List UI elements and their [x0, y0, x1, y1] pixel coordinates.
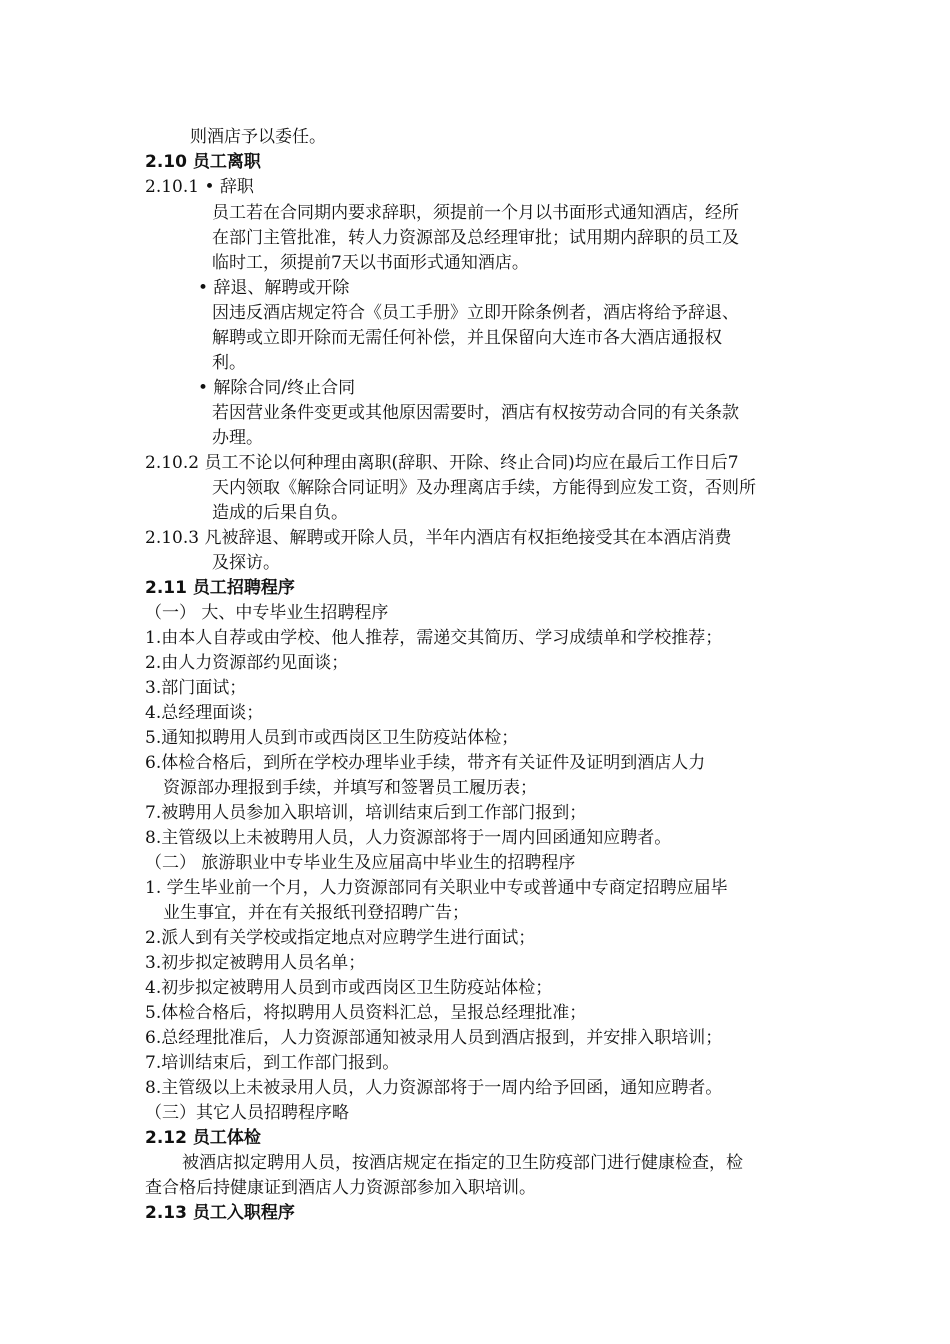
text-line: 被酒店拟定聘用人员，按酒店规定在指定的卫生防疫部门进行健康检查，检	[182, 1153, 743, 1173]
list-item: 1.由本人自荐或由学校、他人推荐，需递交其简历、学习成绩单和学校推荐；	[145, 628, 723, 648]
list-item: 6.体检合格后，到所在学校办理毕业手续，带齐有关证件及证明到酒店人力	[145, 753, 706, 773]
text-line: 员工若在合同期内要求辞职，须提前一个月以书面形式通知酒店，经所	[212, 203, 739, 223]
subsection-heading: （二） 旅游职业中专毕业生及应届高中毕业生的招聘程序	[145, 853, 576, 873]
text-line: 及探访。	[212, 553, 280, 573]
text-line: 在部门主管批准，转人力资源部及总经理审批；试用期内辞职的员工及	[212, 228, 739, 248]
section-heading: 2.12 员工体检	[145, 1128, 261, 1148]
list-item: 5.通知拟聘用人员到市或西岗区卫生防疫站体检；	[145, 728, 519, 748]
list-item: 4.总经理面谈；	[145, 703, 264, 723]
section-heading: 2.10 员工离职	[145, 152, 261, 172]
list-item: 6.总经理批准后，人力资源部通知被录用人员到酒店报到，并安排入职培训；	[145, 1028, 723, 1048]
bullet-item: • 辞退、解聘或开除	[198, 278, 350, 298]
list-item-continuation: 业生事宜，并在有关报纸刊登招聘广告；	[163, 903, 469, 923]
list-item: 8.主管级以上未被录用人员，人力资源部将于一周内给予回函，通知应聘者。	[145, 1078, 723, 1098]
text-line: 2.10.1 • 辞职	[145, 177, 254, 197]
subsection-heading: （一） 大、中专毕业生招聘程序	[145, 603, 389, 623]
text-line: 查合格后持健康证到酒店人力资源部参加入职培训。	[145, 1178, 536, 1198]
text-line: 临时工，须提前7天以书面形式通知酒店。	[212, 253, 529, 273]
list-item-continuation: 资源部办理报到手续，并填写和签署员工履历表；	[163, 778, 537, 798]
text-line: 因违反酒店规定符合《员工手册》立即开除条例者，酒店将给予辞退、	[212, 303, 739, 323]
section-heading: 2.11 员工招聘程序	[145, 578, 295, 598]
list-item: 5.体检合格后，将拟聘用人员资料汇总，呈报总经理批准；	[145, 1003, 587, 1023]
text-line: 解聘或立即开除而无需任何补偿，并且保留向大连市各大酒店通报权	[212, 328, 722, 348]
subsection-heading: （三）其它人员招聘程序略	[145, 1103, 349, 1123]
text-line: 天内领取《解除合同证明》及办理离店手续，方能得到应发工资，否则所	[212, 478, 756, 498]
text-line: 利。	[212, 353, 246, 373]
list-item: 8.主管级以上未被聘用人员，人力资源部将于一周内回函通知应聘者。	[145, 828, 672, 848]
list-item: 3.部门面试；	[145, 678, 247, 698]
list-item: 4.初步拟定被聘用人员到市或西岗区卫生防疫站体检；	[145, 978, 553, 998]
list-item: 2.派人到有关学校或指定地点对应聘学生进行面试；	[145, 928, 536, 948]
text-line: 2.10.3 凡被辞退、解聘或开除人员，半年内酒店有权拒绝接受其在本酒店消费	[145, 528, 732, 548]
bullet-item: • 解除合同/终止合同	[198, 378, 356, 398]
text-line: 2.10.2 员工不论以何种理由离职(辞职、开除、终止合同)均应在最后工作日后7	[145, 453, 739, 473]
text-line: 则酒店予以委任。	[190, 127, 326, 147]
text-line: 办理。	[212, 428, 263, 448]
section-heading: 2.13 员工入职程序	[145, 1203, 295, 1223]
list-item: 7.被聘用人员参加入职培训，培训结束后到工作部门报到；	[145, 803, 587, 823]
list-item: 1. 学生毕业前一个月，人力资源部同有关职业中专或普通中专商定招聘应届毕	[145, 878, 728, 898]
text-line: 若因营业条件变更或其他原因需要时，酒店有权按劳动合同的有关条款	[212, 403, 739, 423]
list-item: 3.初步拟定被聘用人员名单；	[145, 953, 366, 973]
text-line: 造成的后果自负。	[212, 503, 348, 523]
list-item: 7.培训结束后，到工作部门报到。	[145, 1053, 400, 1073]
list-item: 2.由人力资源部约见面谈；	[145, 653, 349, 673]
